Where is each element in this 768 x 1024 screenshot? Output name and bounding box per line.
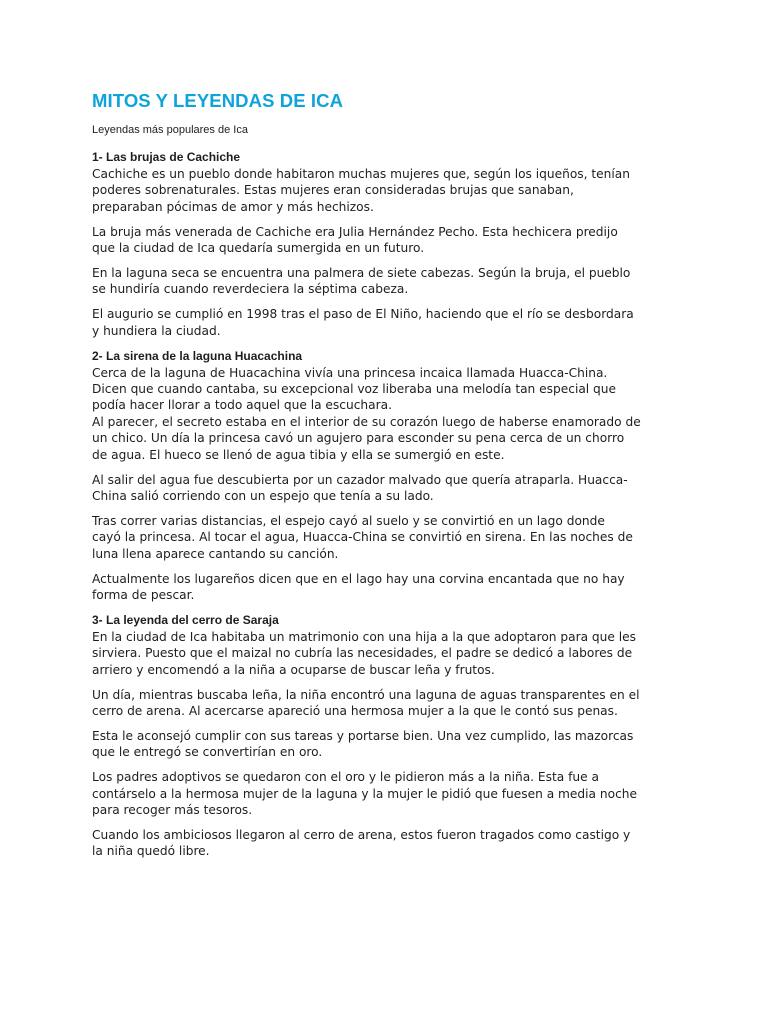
section-brujas-de-cachiche [92, 149, 682, 339]
paragraph: La bruja más venerada de Cachiche era Julia Hernández Pecho. Esta hechicera predijo que la ciudad de Ica quedaría sumergida en un futuro. [92, 224, 618, 256]
paragraph: Cuando los ambiciosos llegaron al cerro de arena, estos fueron tragados como castigo y la niña quedó libre. [92, 828, 631, 859]
document-title: MITOS Y LEYENDAS DE ICA [92, 90, 344, 111]
section-heading: 3- La leyenda del cerro de Saraja [92, 612, 279, 627]
paragraph: En la ciudad de Ica habitaba un matrimonio con una hija a la que adoptaron para que les sirviera. Puesto que el maizal no cubría las necesidades, el padre se dedicó a labores de arriero y encomendó a la niña a ocuparse de buscar leña y frutos. [92, 629, 637, 677]
paragraph: Al salir del agua fue descubierta por un cazador malvado que quería atraparla. Huacca- China salió corriendo con un espejo que tenía a su lado. [92, 472, 628, 503]
section-heading: 1- Las brujas de Cachiche [92, 150, 241, 164]
paragraph: Esta le aconsejó cumplir con sus tareas y portarse bien. Una vez cumplido, las mazorcas que le entregó se convertirían en oro. [92, 728, 634, 760]
paragraph: El augurio se cumplió en 1998 tras el paso de El Niño, haciendo que el río se desbordara y hundiera la ciudad. [92, 307, 634, 338]
section-cerro-de-saraja [92, 612, 682, 860]
document-page [92, 90, 682, 868]
section-heading: 2- La sirena de la laguna Huacachina [92, 348, 303, 363]
paragraph: Tras correr varias distancias, el espejo cayó al suelo y se convirtió en un lago donde cayó la princesa. Al tocar el agua, Huacca-China se convirtió en sirena. En las noches de luna llena aparece cantando su canción. [92, 513, 633, 561]
paragraph: En la laguna seca se encuentra una palmera de siete cabezas. Según la bruja, el pueblo se hundiría cuando reverdeciera la séptima cabeza. [92, 266, 631, 297]
paragraph: Cachiche es un pueblo donde habitaron muchas mujeres que, según los iqueños, tenían poderes sobrenaturales. Estas mujeres eran consideradas brujas que sanaban, preparaban pócimas de amor y más hechizos. [92, 167, 630, 214]
paragraph: Los padres adoptivos se quedaron con el oro y le pidieron más a la niña. Esta fue a contárselo a la hermosa mujer de la laguna y la mujer le pidió que fuesen a media noche para recoger más tesoros. [92, 770, 637, 818]
paragraph: Actualmente los lugareños dicen que en el lago hay una corvina encantada que no hay forma de pescar. [92, 571, 625, 603]
paragraph: Cerca de la laguna de Huacachina vivía una princesa incaica llamada Huacca-China. Dicen que cuando cantaba, su excepcional voz liberaba una melodía tan especial que podía hacer llorar a todo aquel que la escuchara. Al parecer, el secreto estaba en el interior de su corazón luego de haberse enamorado de un chico. Un día la princesa cavó un agujero para esconder su pena cerca de un chorro de agua. El hueco se llenó de agua tibia y ella se sumergió en este. [92, 365, 641, 462]
document-subtitle: Leyendas más populares de Ica [92, 124, 248, 136]
section-sirena-huacachina [92, 348, 682, 604]
paragraph: Un día, mientras buscaba leña, la niña encontró una laguna de aguas transparentes en el cerro de arena. Al acercarse apareció una hermosa mujer a la que le contó sus penas. [92, 687, 640, 719]
